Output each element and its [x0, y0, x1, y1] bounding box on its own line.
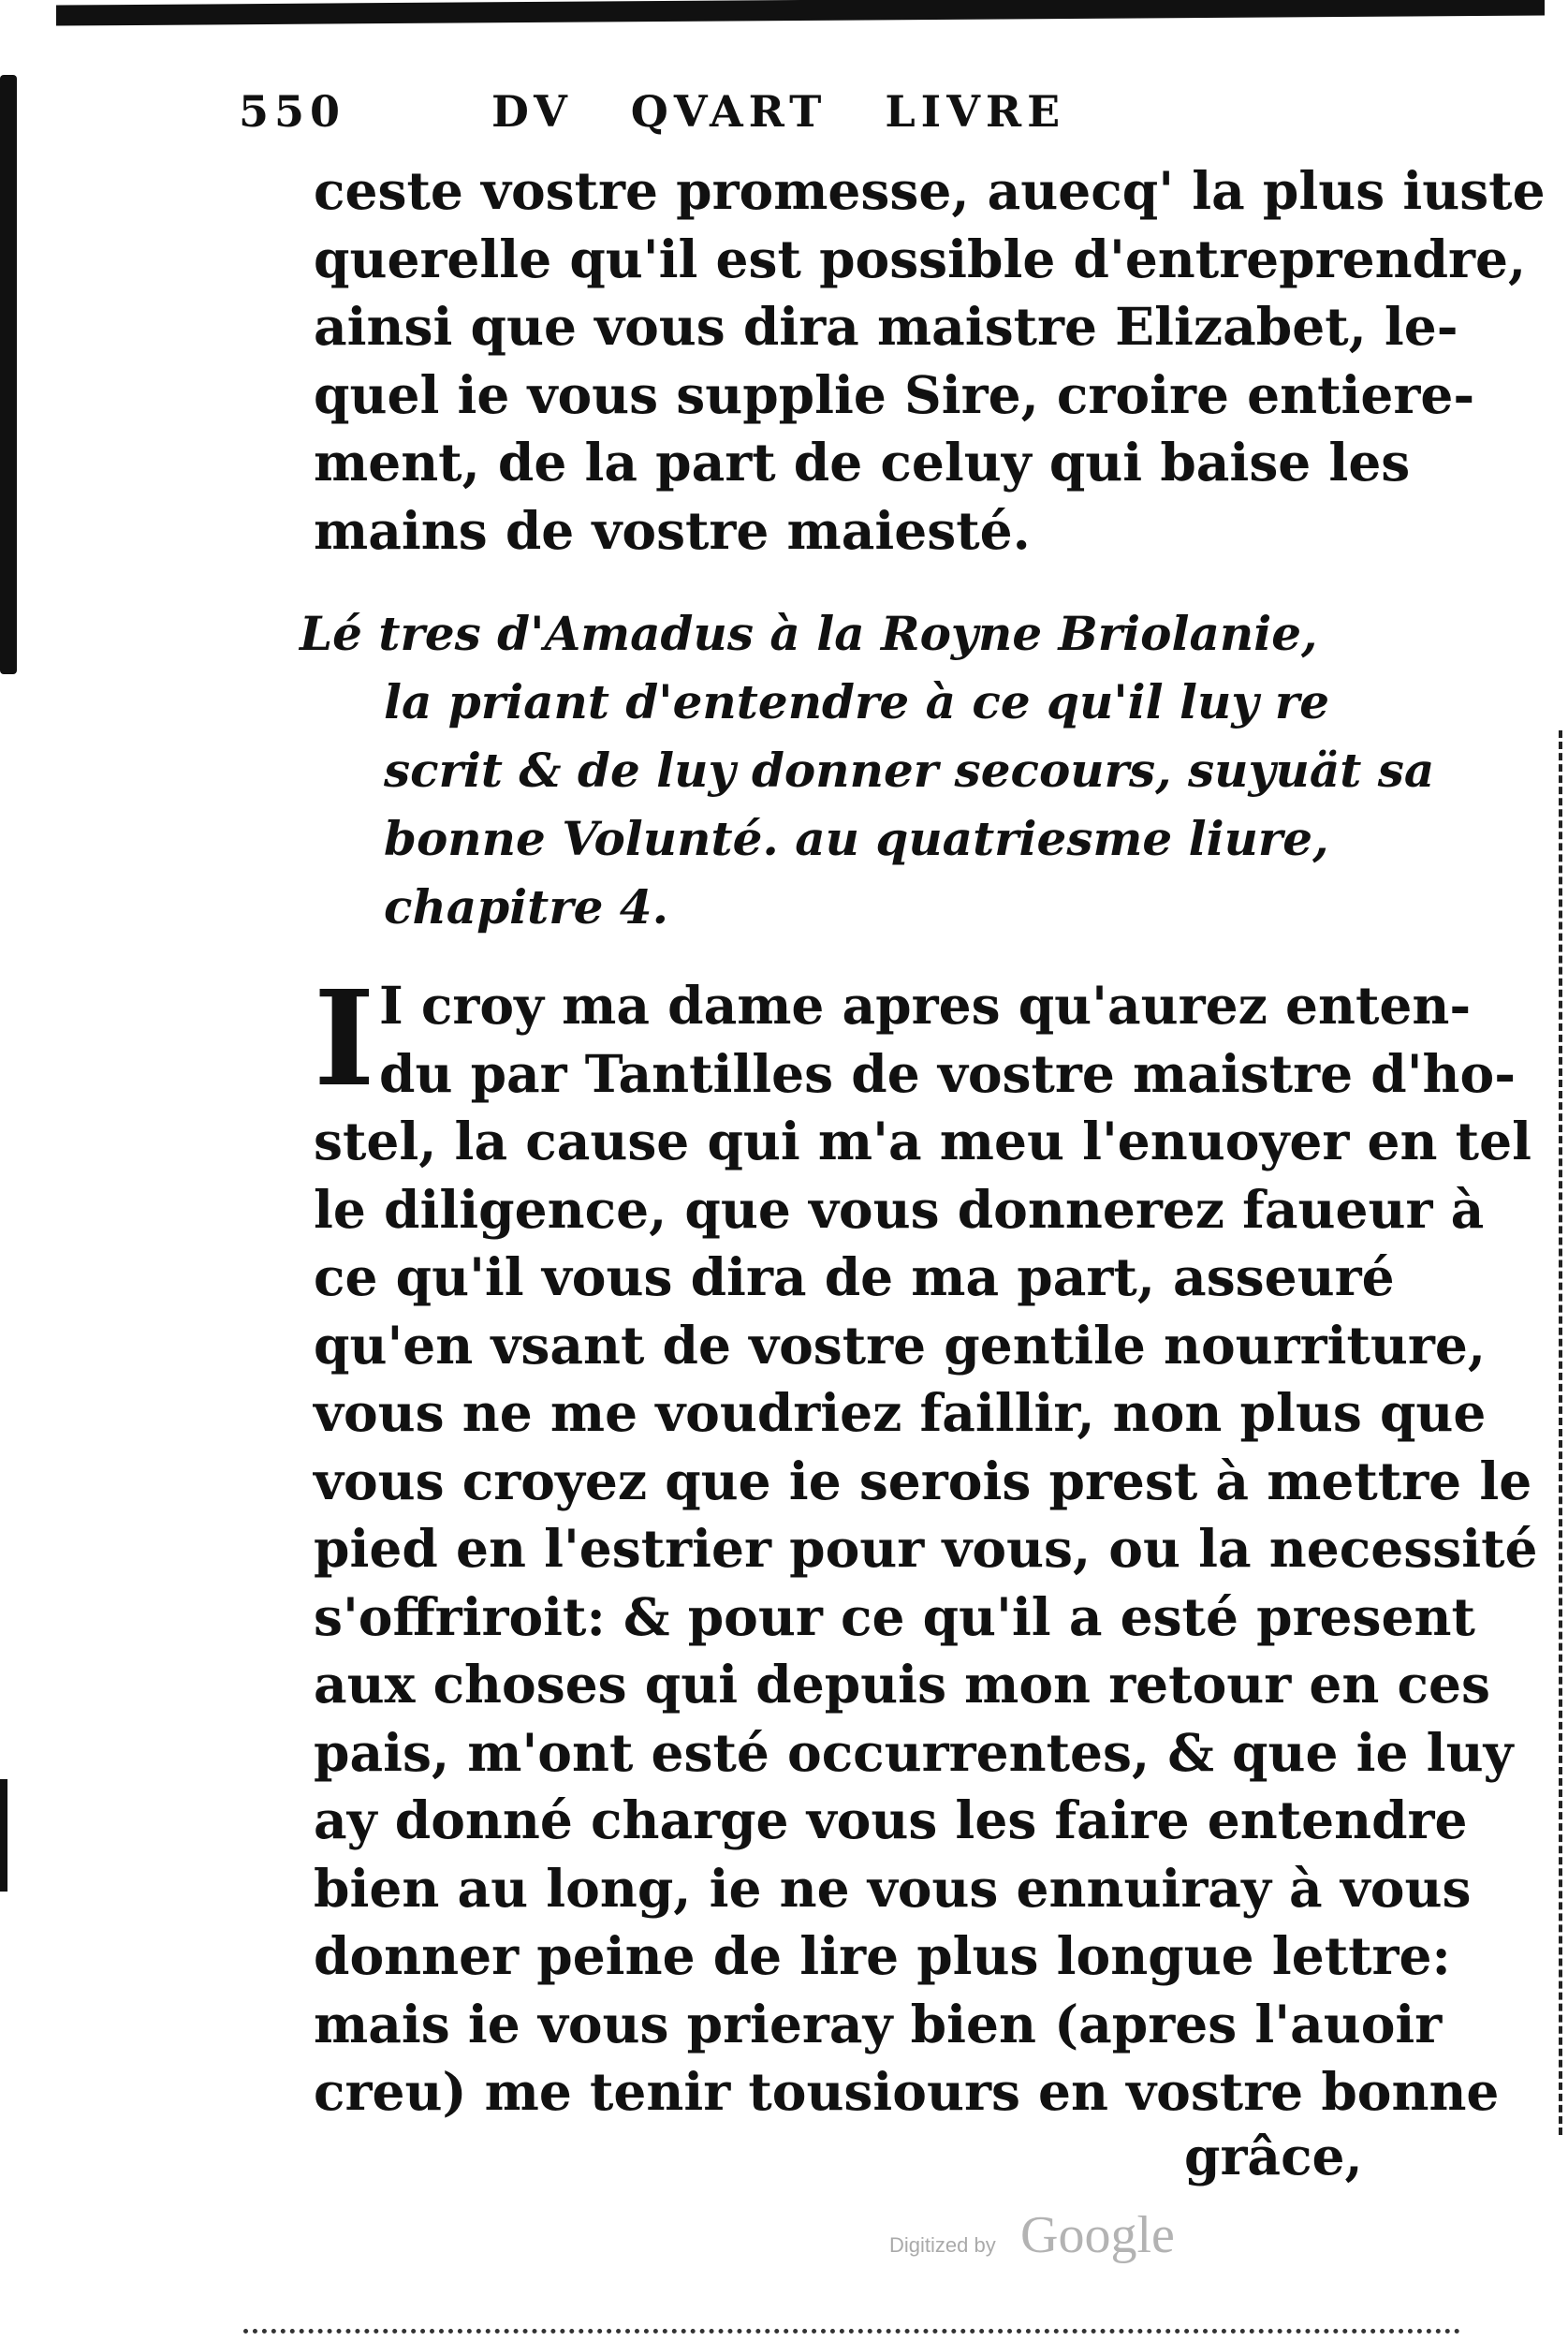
drop-cap: I: [314, 963, 375, 1116]
scan-edge-left-mark: [0, 1779, 7, 1892]
text-line: bien au long, ie ne vous ennuiray à vous: [314, 1857, 1472, 1919]
digitized-label: Digitized by: [889, 2233, 996, 2257]
text-line: ceste vostre promesse, auecq' la plus iuste: [314, 160, 1546, 221]
heading-line: scrit & de luy donner secours, suyuät sa: [384, 743, 1435, 798]
text-line: pais, m'ont esté occurrentes, & que ie luy: [314, 1721, 1514, 1783]
text-line: qu'en vsant de vostre gentile nourriture,: [314, 1314, 1487, 1376]
heading-line: Lé tres d'Amadus à la Royne Briolanie,: [300, 606, 1318, 661]
body-text-top: [314, 157, 1546, 565]
letter-body: [314, 963, 1538, 2127]
letter-heading: [300, 599, 1435, 941]
google-logo-text: Google: [1020, 2206, 1175, 2264]
running-title: DV QVART LIVRE: [491, 86, 1066, 137]
scan-edge-bottom: [243, 2319, 1460, 2334]
text-line: ay donné charge vous les faire entendre: [314, 1789, 1468, 1850]
heading-line: bonne Volunté. au quatriesme liure,: [384, 811, 1329, 866]
text-line: ment, de la part de celuy qui baise les: [314, 432, 1411, 493]
text-line: mais ie vous prieray bien (apres l'auoir: [314, 1993, 1443, 2054]
text-line: vous ne me voudriez faillir, non plus que: [314, 1382, 1487, 1443]
text-line: mains de vostre maiesté.: [314, 499, 1031, 561]
scan-edge-top: [56, 0, 1545, 26]
digitized-watermark: [889, 2205, 1264, 2271]
page-number: 550: [239, 86, 346, 137]
text-line: le diligence, que vous donnerez faueur à: [314, 1178, 1485, 1240]
text-line: ainsi que vous dira maistre Elizabet, le-: [314, 296, 1458, 357]
text-line: s'offriroit: & pour ce qu'il a esté present: [314, 1585, 1475, 1647]
text-line: vous croyez que ie serois prest à mettre le: [314, 1450, 1532, 1511]
heading-line: chapitre 4.: [384, 879, 669, 935]
text-line: I croy ma dame apres qu'aurez enten-: [379, 975, 1472, 1036]
text-line: pied en l'estrier pour vous, ou la necessité: [314, 1518, 1538, 1579]
text-line: donner peine de lire plus longue lettre:: [314, 1925, 1451, 1986]
text-line: querelle qu'il est possible d'entreprendre,: [314, 228, 1527, 289]
text-line: ce qu'il vous dira de ma part, asseuré: [314, 1246, 1395, 1307]
catchword: grâce,: [1184, 2126, 1363, 2186]
text-line: quel ie vous supplie Sire, croire entiere-: [314, 363, 1475, 425]
text-line: du par Tantilles de vostre maistre d'ho-: [379, 1042, 1517, 1104]
text-line: stel, la cause qui m'a meu l'enuoyer en tel: [314, 1111, 1531, 1171]
running-head: [239, 86, 1212, 152]
text-line: creu) me tenir tousiours en vostre bonne: [314, 2061, 1500, 2122]
heading-line: la priant d'entendre à ce qu'il luy re: [384, 674, 1330, 729]
scan-edge-left: [0, 75, 17, 674]
text-line: aux choses qui depuis mon retour en ces: [314, 1654, 1490, 1715]
scan-edge-right: [1555, 730, 1562, 2135]
